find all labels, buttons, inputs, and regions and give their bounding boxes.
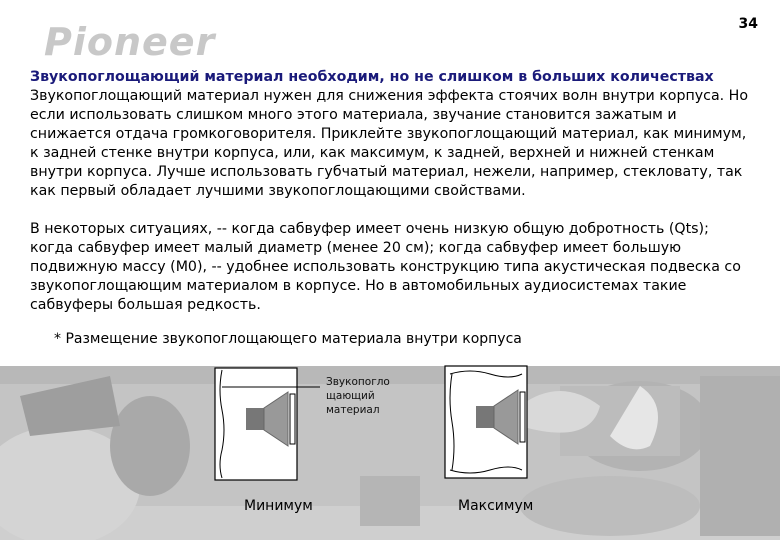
section-heading: Звукопоглощающий материал необходим, но не слишком в больших количествах — [30, 69, 714, 85]
page-number: 34 — [738, 16, 758, 32]
pioneer-logo — [44, 22, 254, 62]
background-photo-band — [0, 366, 780, 540]
paragraph-1: Звукопоглощающий материал нужен для снижения эффекта стоячих волн внутри корпуса. Но если использовать слишком много этого материала, звучание становится зажатым и снижается отдача громкоговорителя. Приклейте звукопоглощающий материал, как минимум, к задней стенке внутри корпуса, или, как максимум, к задней, верхней и нижней стенкам внутри корпуса. Лучше использовать губчатый материал, нежели, например, стекловату, так как первый обладает лучшими звукопоглощающими свойствами. — [30, 88, 749, 199]
callout-label: Звукопогло щающий материал — [326, 376, 390, 416]
svg-text:Pioneer: Pioneer — [44, 22, 216, 62]
diagram-maximum — [442, 362, 542, 490]
label-maximum: Максимум — [458, 498, 534, 514]
label-minimum: Минимум — [244, 498, 313, 514]
paragraph-2: В некоторых ситуациях, -- когда сабвуфер имеет очень низкую общую добротность (Qts); когда сабвуфер имеет малый диаметр (менее 20 см); когда сабвуфер имеет большую подвижную массу (M0), -- удобнее использовать конструкцию типа акустическая подвеска со звукопоглощающим материалом в корпусе. Но в автомобильных аудиосистемах такие сабвуферы большая редкость. — [30, 221, 741, 313]
footnote: * Размещение звукопоглощающего материала внутри корпуса — [54, 331, 522, 347]
main-text — [30, 68, 750, 315]
